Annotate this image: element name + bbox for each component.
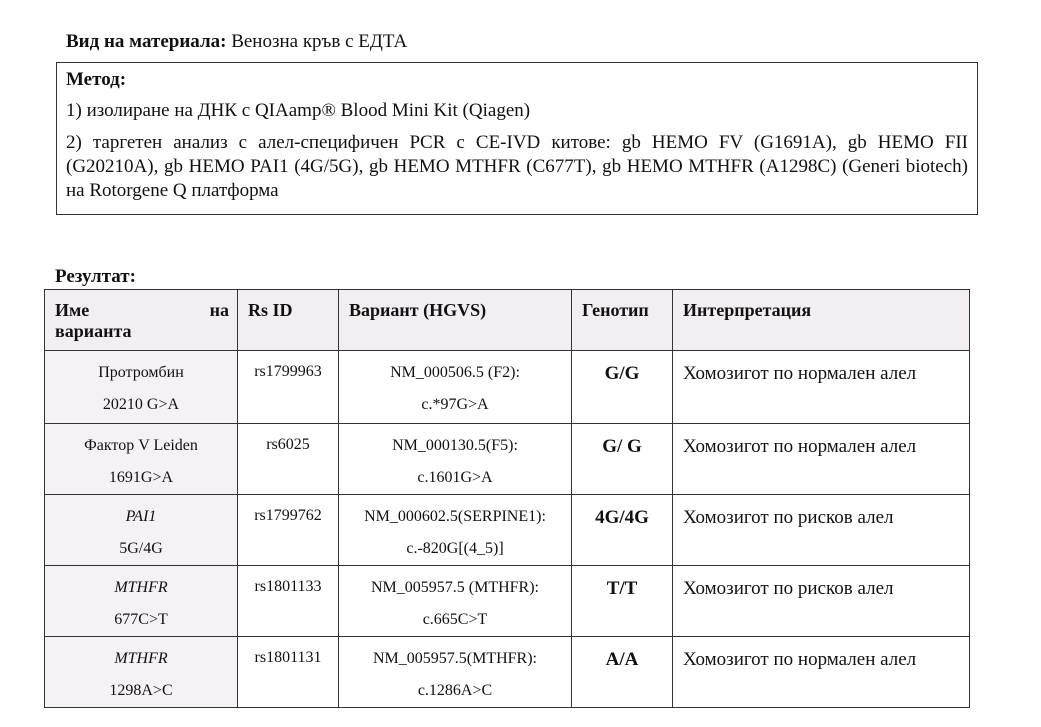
rsid-cell: rs1801131 <box>238 637 339 708</box>
hgvs-cell <box>339 495 572 566</box>
header-name-word3: варианта <box>55 321 132 341</box>
hgvs-change: c.665C>T <box>422 611 488 628</box>
variant-name: MTHFR <box>114 650 168 667</box>
header-name-word1: Име <box>55 300 90 320</box>
interpretation-cell: Хомозигот по рисков алел <box>673 566 970 637</box>
hgvs-cell <box>339 351 572 424</box>
variant-name-cell <box>45 495 238 566</box>
results-table <box>44 289 970 708</box>
variant-name-cell <box>45 637 238 708</box>
variant-name: Протромбин <box>98 364 184 381</box>
genotype-cell: A/A <box>572 637 673 708</box>
hgvs-change: c.*97G>A <box>421 396 489 413</box>
hgvs-transcript: NM_005957.5 (MTHFR): <box>370 579 539 596</box>
header-variant: Вариант (HGVS) <box>339 290 572 351</box>
header-rsid: Rs ID <box>238 290 339 351</box>
material-value: Венозна кръв с ЕДТА <box>231 31 408 52</box>
genotype-cell: 4G/4G <box>572 495 673 566</box>
table-row <box>45 495 970 566</box>
header-genotype: Генотип <box>572 290 673 351</box>
interpretation-cell: Хомозигот по нормален алел <box>673 424 970 495</box>
hgvs-transcript: NM_000130.5(F5): <box>392 437 518 454</box>
variant-name: Фактор V Leiden <box>84 437 198 454</box>
variant-name: PAI1 <box>125 508 157 525</box>
genotype-cell: T/T <box>572 566 673 637</box>
genotype-cell: G/G <box>572 351 673 424</box>
rsid-cell: rs6025 <box>238 424 339 495</box>
rsid-cell: rs1799762 <box>238 495 339 566</box>
method-box <box>56 62 978 215</box>
hgvs-change: c.1601G>A <box>417 469 493 486</box>
hgvs-change: c.-820G[(4_5)] <box>406 540 504 557</box>
variant-name-cell <box>45 424 238 495</box>
hgvs-transcript: NM_000506.5 (F2): <box>390 364 520 381</box>
header-interpretation: Интерпретация <box>673 290 970 351</box>
hgvs-change: c.1286A>C <box>417 682 493 699</box>
table-row <box>45 566 970 637</box>
interpretation-cell: Хомозигот по нормален алел <box>673 637 970 708</box>
table-header-row <box>45 290 970 351</box>
material-label: Вид на материала: <box>66 31 227 52</box>
hgvs-cell <box>339 637 572 708</box>
material-line <box>66 31 407 53</box>
interpretation-cell: Хомозигот по нормален алел <box>673 351 970 424</box>
result-title: Резултат: <box>55 266 136 287</box>
rsid-cell: rs1801133 <box>238 566 339 637</box>
genotype-cell: G/ G <box>572 424 673 495</box>
variant-change: 677C>T <box>114 611 168 628</box>
header-name-word2: на <box>209 300 229 320</box>
header-variant-name <box>45 290 238 351</box>
method-step-2: 2) таргетен анализ с алел-специфичен PCR с CE-IVD китове: gb HEMO FV (G1691A), gb HEMO FII (G20210A), gb HEMO PAI1 (4G/5G), gb HEMO MTHFR (C677T), gb HEMO MTHFR (A1298C) (Generi biotech) на Rotorgene Q платформа <box>66 132 968 201</box>
rsid-cell: rs1799963 <box>238 351 339 424</box>
hgvs-transcript: NM_005957.5(MTHFR): <box>372 650 537 667</box>
method-title: Метод: <box>66 69 127 90</box>
hgvs-cell <box>339 424 572 495</box>
table-row <box>45 351 970 424</box>
table-row <box>45 637 970 708</box>
variant-name: MTHFR <box>114 579 168 596</box>
method-step-1: 1) изолиране на ДНК с QIAamp® Blood Mini Kit (Qiagen) <box>66 100 531 121</box>
variant-change: 1298A>C <box>109 682 173 699</box>
interpretation-cell: Хомозигот по рисков алел <box>673 495 970 566</box>
table-row <box>45 424 970 495</box>
hgvs-cell <box>339 566 572 637</box>
variant-change: 5G/4G <box>119 540 163 557</box>
variant-name-cell <box>45 566 238 637</box>
hgvs-transcript: NM_000602.5(SERPINE1): <box>364 508 546 525</box>
variant-change: 20210 G>A <box>102 396 180 413</box>
variant-change: 1691G>A <box>108 469 174 486</box>
variant-name-cell <box>45 351 238 424</box>
